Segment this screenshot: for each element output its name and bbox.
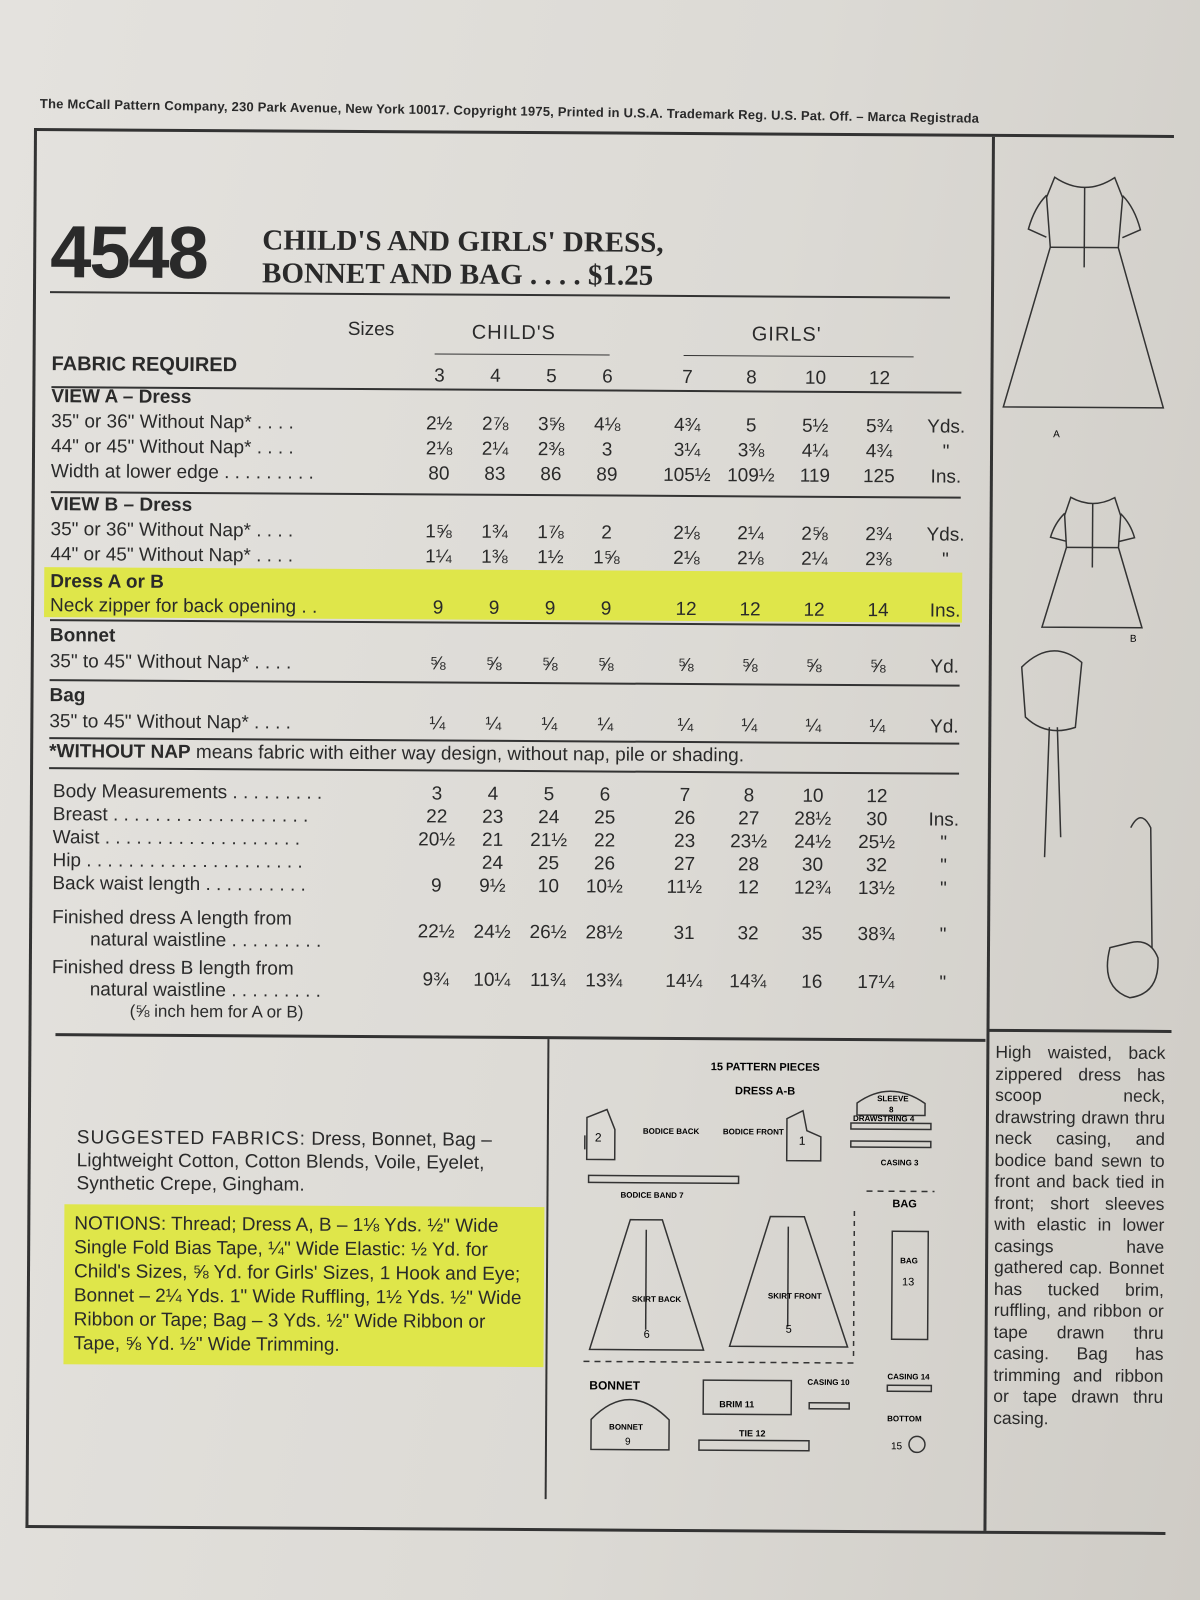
table-cell: 14¼ [665,970,703,993]
tie-shape [699,1440,809,1451]
table-cell: 12 [739,599,761,621]
nap-footnote [49,741,744,767]
pattern-pieces-svg [553,1039,976,1502]
table-cell: 2 [601,522,612,544]
row-label: 35" or 36" Without Nap* . . . . [50,519,294,542]
table-cell: 12¾ [793,877,831,899]
table-cell: 30 [866,809,888,831]
table-cell: ⅝ [597,654,614,676]
view-a-sleeve-right [1122,196,1140,238]
row-label: 44" or 45" Without Nap* . . . . [50,436,294,459]
unit-cell: Yds. [926,524,965,546]
row-label: 35" or 36" Without Nap* . . . . [51,411,294,434]
table-cell: 119 [799,465,831,487]
table-cell: ¼ [485,713,502,735]
table-cell: 9¾ [422,969,450,991]
suggested-text: Dress, Bonnet, Bag – Lightweight Cotton, Cotton Blends, Voile, Eyelet, Synthetic Crepe, Gingham. [76,1128,492,1196]
bodice-back-num: 2 [594,1130,602,1145]
bodice-front-num: 1 [798,1133,806,1148]
row-label: Hip . . . . . . . . . . . . . . . . . . . . . [52,850,303,873]
table-cell: 23 [674,830,696,853]
pieces-subtitle: DRESS A-B [735,1085,796,1098]
table-cell: 28½ [794,808,832,830]
table-cell: 22 [594,830,616,852]
hem-note: (⅝ inch hem for A or B) [129,1001,304,1022]
table-cell: 9 [432,597,444,619]
table-cell: 2½ [425,413,453,435]
unit-cell: Ins. [929,600,961,622]
bonnet-illustration [1021,651,1081,731]
table-cell: 2⅛ [425,438,453,460]
table-cell: 3⅜ [737,440,765,462]
skirt-front-label: SKIRT FRONT [767,1291,822,1301]
table-cell: 1½ [537,547,564,569]
skirt-front-num: 5 [785,1323,792,1336]
bottom-circle-shape [909,1436,925,1452]
bonnet-heading: Bonnet [49,625,116,647]
left-panel [28,131,994,1531]
table-cell: 2¾ [865,524,892,546]
table-cell: 3 [431,783,443,805]
bodice-front-label: BODICE FRONT [722,1127,784,1137]
table-cell: 4 [490,365,501,387]
pattern-number: 4548 [49,210,208,295]
pieces-title: 15 PATTERN PIECES [710,1061,820,1074]
table-cell: 7 [682,366,693,389]
table-cell: 27 [673,853,696,876]
girls-label: GIRLS' [751,323,822,346]
table-cell: ⅝ [741,655,758,677]
table-cell: 3¼ [673,439,701,462]
table-cell: 12 [803,599,825,621]
table-cell: 27 [738,808,760,830]
table-cell: 35 [801,923,823,945]
unit-cell: Ins. [928,809,960,831]
table-cell: 38¾ [857,924,895,946]
bottom-section [53,1033,986,1502]
table-cell: 9 [600,598,612,620]
table-cell: 8 [743,785,755,807]
row-label: 44" or 45" Without Nap* . . . . [50,544,294,567]
title-line-2: BONNET AND BAG . . . . $1.25 [262,257,654,292]
unit-cell: " [940,855,947,877]
sleeve-label: SLEEVE [877,1094,909,1104]
unit-cell: " [941,549,949,571]
table-cell: 4⅛ [593,414,621,436]
table-cell: 26 [593,853,616,875]
table-cell: 16 [801,971,823,993]
table-cell: 26 [674,807,696,830]
sleeve-num: 8 [888,1105,894,1115]
right-panel [986,137,1177,1532]
table-cell: 5¾ [865,416,893,438]
table-cell: 28½ [585,922,623,944]
table-cell: 10 [537,876,560,898]
table-cell: 12 [866,786,888,808]
fabric-required-label: FABRIC REQUIRED [51,353,238,377]
table-cell: 24½ [473,921,511,943]
table-cell: 9½ [479,875,506,897]
table-cell: 23½ [730,831,768,853]
table-cell: 25 [537,853,560,875]
table-cell: ⅝ [485,653,502,675]
table-cell: 7 [679,784,691,807]
table-cell: 20½ [418,829,456,851]
unit-cell: Yd. [930,716,959,738]
table-cell: 9 [431,875,442,897]
sizes-label: Sizes [347,318,395,341]
table-cell: 4¾ [673,414,701,437]
table-cell: 12 [675,598,697,621]
table-cell: 13½ [857,878,895,900]
table-cell: 9 [544,598,556,620]
table-cell: 28 [737,854,760,876]
unit-cell: " [939,878,947,900]
drawstring-shape [851,1123,931,1129]
tie-label: TIE 12 [739,1428,766,1439]
table-cell: 2¼ [481,438,509,460]
table-cell: ⅝ [541,654,558,676]
table-cell: 31 [673,922,695,945]
rule-footnote [49,767,959,775]
table-cell: 30 [801,854,824,876]
bag-strap [1130,818,1153,948]
brim-label: BRIM 11 [719,1399,755,1410]
table-cell: 1¾ [481,521,508,543]
table-cell: 4 [487,783,499,805]
table-cell: 2⅜ [865,549,892,571]
table-cell: 10¼ [473,969,511,991]
table-cell: 1¼ [425,546,452,568]
table-cell: 2¼ [737,523,764,545]
table-cell: 4¼ [801,440,829,462]
bottom-num: 15 [890,1441,903,1453]
unit-cell: Ins. [930,466,962,488]
table-cell: 14¾ [729,971,767,993]
table-cell: 6 [602,366,613,388]
childs-underline [435,353,610,355]
table-cell: 2⅜ [537,439,565,461]
table-cell: 26½ [529,922,567,944]
table-cell: 2⅝ [801,523,828,545]
unit-cell: " [940,832,948,854]
table-cell: ¼ [429,713,446,735]
table-cell: ¼ [805,715,822,737]
table-cell: 10½ [585,876,623,898]
table-cell: 5 [745,415,757,437]
table-cell: 2⅞ [481,413,509,435]
table-cell: 89 [596,464,618,486]
brim-shape [703,1380,791,1415]
bag-illustration [1107,942,1158,998]
notions [63,1204,544,1367]
table-cell: 14 [867,600,889,622]
table-cell: 25 [594,807,616,829]
table-cell: 2⅛ [737,548,764,570]
dress-a-length-label2: natural waistline . . . . . . . . . [89,929,322,952]
table-cell: 22 [426,806,448,828]
table-cell: 2¼ [801,548,828,570]
row-label: Body Measurements . . . . . . . . . [52,781,323,804]
table-cell: 2⅛ [673,547,700,570]
casing10-label: CASING 10 [807,1377,850,1388]
table-cell: 1⅝ [593,547,620,569]
drawstring-label: DRAWSTRING 4 [852,1114,915,1124]
casing3-shape [851,1141,931,1147]
table-cell: ¼ [869,716,886,738]
rule-bonnet [50,679,960,687]
unit-cell: " [939,924,947,946]
table-cell: 11¾ [529,970,566,992]
table-cell: 4¾ [865,441,893,463]
row-label: 35" to 45" Without Nap* . . . . [49,651,292,674]
bodice-band-label: BODICE BAND 7 [620,1190,684,1200]
table-cell: 24½ [794,831,832,853]
bodice-band-shape [589,1175,739,1183]
casing14-shape [887,1385,931,1391]
bodice-back-label: BODICE BACK [642,1126,700,1137]
bag-piece-num: 13 [901,1276,915,1289]
row-label: Waist . . . . . . . . . . . . . . . . . . . [52,827,301,850]
table-cell: 1⅝ [425,521,452,543]
notions-text: Thread; Dress A, B – 1⅛ Yds. ½" Wide Single Fold Bias Tape, ¼" Wide Elastic: ½ Yd. for Child's Sizes, ⅝ Yd. for Girls' Sizes, 1 Hook and Eye; Bonnet – 2¼ Yds. 1" Wide Ruffling, 1½ Yds. ½" Wide Ribbon or Tape; Bag – 3 Yds. ½" Wide Ribbon or Tape, ⅝ Yd. ½" Wide Trimming. [73,1213,522,1356]
table-cell: 21 [482,829,504,851]
table-cell: 25½ [858,832,896,854]
bag-heading: BAG [892,1198,917,1211]
view-b-label: B [1129,633,1137,645]
table-cell: 3⅝ [537,414,565,436]
footnote-rest: means fabric with either way design, without nap, pile or shading. [190,741,745,767]
table-cell: 12 [737,877,759,899]
table-cell: 5 [546,366,557,388]
row-label: Neck zipper for back opening . . [50,595,318,618]
dress-b-length-label2: natural waistline . . . . . . . . . [89,979,322,1002]
row-label: Breast . . . . . . . . . . . . . . . . . . . [52,804,309,827]
table-cell: 3 [601,439,613,461]
notions-label: NOTIONS: [74,1213,167,1235]
table-cell: 10 [802,785,824,807]
bonnet-piece-label: BONNET [609,1422,643,1432]
table-cell: 125 [862,466,895,488]
table-cell: 24 [481,852,504,874]
view-a-sleeve-left [1028,195,1046,237]
casing10-shape [809,1403,849,1409]
table-cell: ⅝ [869,656,886,678]
childs-label: CHILD'S [471,321,556,345]
bonnet-piece-num: 9 [624,1436,631,1448]
table-cell: 32 [865,855,888,877]
suggested-fabrics [76,1126,536,1198]
description: High waisted, back zippered dress has scoop neck, drawstring drawn thru neck casing, and bodice band sewn to front and back tied in front; short sleeves with elastic in lower casings have gathered cap. Bonnet has tucked brim, ruffling, and ribbon or tape drawn thru casing. Bag has trimming and ribbon or tape drawn thru casing. [993,1041,1166,1428]
footnote-bold: *WITHOUT NAP [49,741,191,763]
unit-cell: Yds. [927,416,966,438]
table-cell: ⅝ [429,653,446,675]
pattern-title [262,224,664,292]
girls-underline [684,355,914,357]
table-cell: 5½ [801,415,829,437]
unit-cell: " [942,441,950,463]
table-cell: 21½ [530,830,568,852]
table-cell: 80 [428,463,450,485]
casing14-label: CASING 14 [887,1372,930,1382]
table-cell: ¼ [597,714,614,736]
table-cell: 83 [484,463,506,485]
table-cell: 17¼ [857,972,895,994]
suggested-label: SUGGESTED FABRICS: [76,1127,307,1150]
view-illustrations [989,137,1176,1038]
table-cell: 24 [538,807,560,829]
table-cell: ¼ [741,715,758,737]
table-cell: 109½ [727,465,775,487]
view-b-heading: VIEW B – Dress [50,494,193,516]
content-frame [25,128,1174,1535]
pattern-pieces-diagram [553,1039,976,1502]
dress-ab-heading: Dress A or B [50,571,164,593]
table-cell: 5 [543,784,555,806]
table-cell: 1⅞ [537,522,564,544]
table-cell: ⅝ [677,654,694,677]
table-cell: 32 [737,923,759,945]
skirt-back-num: 6 [643,1328,650,1341]
bag-heading: Bag [49,685,86,707]
company-line: The McCall Pattern Company, 230 Park Avenue, New York 10017. Copyright 1975, Printed in U.S.A. Trademark Reg. U.S. Pat. Off. – Marca Registrada [39,96,980,126]
row-label: Width at lower edge . . . . . . . . . [50,461,314,484]
table-cell: 22½ [417,921,455,943]
bottom-label: BOTTOM [887,1414,922,1424]
row-label: Back waist length . . . . . . . . . . [52,873,306,896]
table-cell: 2⅛ [673,522,700,545]
table-cell: ⅝ [805,655,822,677]
row-label: 35" to 45" Without Nap* . . . . [49,711,292,734]
casing3-label: CASING 3 [880,1158,919,1168]
unit-cell: Yd. [930,656,960,678]
table-cell: 86 [540,464,562,486]
table-cell: ¼ [541,714,558,736]
dress-b-length-label1: Finished dress B length from [51,957,294,980]
view-a-heading: VIEW A – Dress [51,386,192,408]
bonnet-heading: BONNET [589,1378,641,1393]
bottom-divider [545,1039,550,1499]
table-cell: 6 [599,784,611,806]
bag-piece-label: BAG [900,1256,918,1266]
table-cell: 3 [434,365,445,387]
title-line-1: CHILD'S AND GIRLS' DRESS, [262,224,664,259]
skirt-back-label: SKIRT BACK [631,1294,682,1304]
table-cell: 10 [804,367,827,389]
table-cell: 11½ [666,876,703,899]
table-cell: 1⅜ [481,546,508,568]
table-cell: 8 [746,367,757,389]
table-cell: ¼ [677,714,694,737]
table-cell: 9 [488,597,500,619]
table-cell: 105½ [663,464,711,487]
table-cell: 23 [482,806,504,828]
table-cell: 13¾ [585,970,623,992]
dress-a-length-label1: Finished dress A length from [52,907,292,930]
table-cell: 12 [868,368,891,390]
view-a-label: A [1053,429,1060,441]
unit-cell: " [939,972,947,994]
